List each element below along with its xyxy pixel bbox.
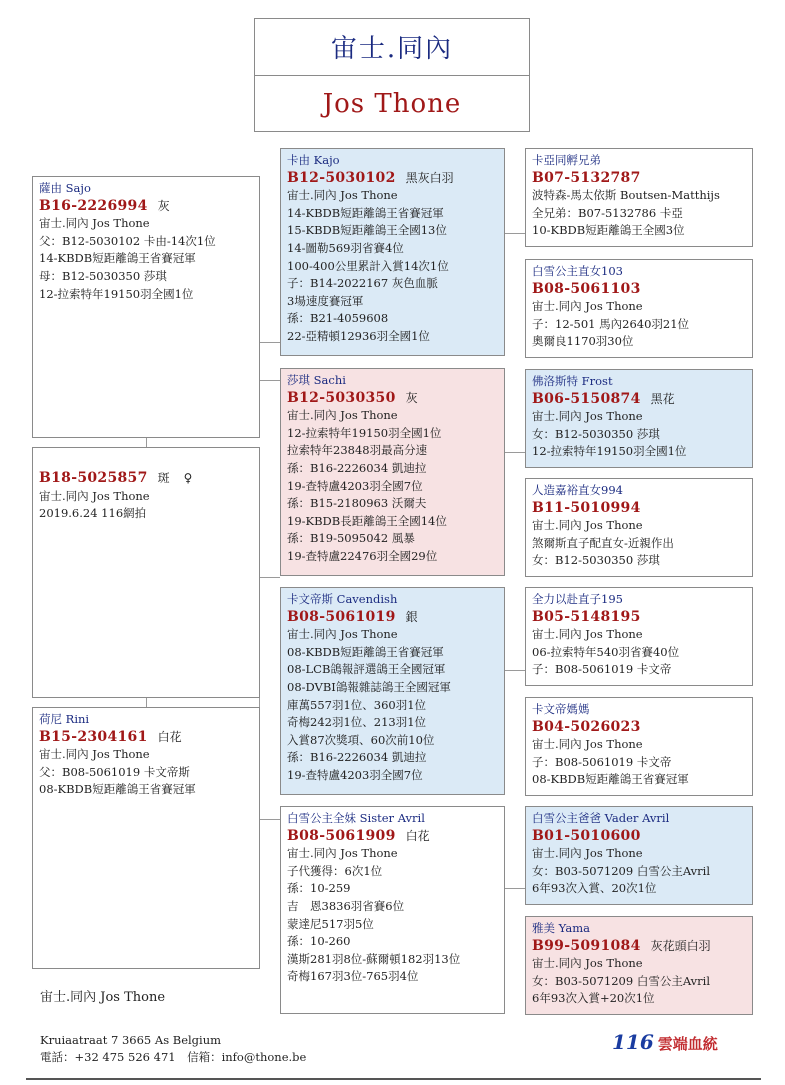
info-line: 宙士.同內 Jos Thone: [39, 747, 150, 762]
info-line: 孫：10-260: [287, 934, 351, 949]
info-line: 全兄弟：B07-5132786 卡亞: [532, 205, 683, 220]
sire-dam-card: [280, 368, 505, 576]
dam-sire-card: [280, 587, 505, 795]
info-line: 庫萬557羽1位、360羽1位: [287, 697, 427, 712]
info-line: 孫：B15-2180963 沃爾夫: [287, 496, 427, 511]
info-line: 宙士.同內 Jos Thone: [532, 299, 643, 314]
info-line: 宙士.同內 Jos Thone: [287, 408, 398, 423]
feather-color: 灰花頭白羽: [650, 938, 711, 953]
pigeon-name: 雅美 Yama: [532, 921, 590, 935]
info-line: 08-KBDB短距離鴿王省賽冠軍: [287, 644, 444, 659]
ring-number: B16-2226994: [39, 197, 148, 214]
info-line: 19-KBDB長距離鴿王全國14位: [287, 513, 447, 528]
pigeon-name: 全力以赴直子195: [532, 592, 623, 606]
ring-number: B04-5026023: [532, 718, 641, 735]
info-line: 女：B03-5071209 白雪公主Avril: [532, 863, 711, 878]
info-line: 子：B08-5061019 卡文帝: [532, 754, 672, 769]
info-line: 宙士.同內 Jos Thone: [532, 518, 643, 533]
info-line: 女：B12-5030350 莎琪: [532, 553, 660, 568]
info-line: 宙士.同內 Jos Thone: [287, 846, 398, 861]
connector-line: [505, 233, 525, 234]
info-line: 宙士.同內 Jos Thone: [39, 216, 150, 231]
feather-color: 斑: [157, 471, 170, 485]
info-line: 拉索特年23848羽最高分速: [287, 443, 428, 458]
logo-text: 雲端血統: [657, 1035, 718, 1053]
ring-number: B08-5061103: [532, 280, 641, 297]
sire-dam-sire-card: [525, 369, 753, 468]
feather-color: 灰: [157, 198, 170, 213]
info-line: 宙士.同內 Jos Thone: [532, 846, 643, 861]
feather-color: 白花: [157, 729, 182, 744]
pigeon-name: 卡文帝媽媽: [532, 702, 590, 716]
connector-line: [146, 437, 147, 447]
info-line: 08-LCB鴿報評選鴿王全國冠軍: [287, 662, 446, 677]
info-line: 宙士.同內 Jos Thone: [532, 409, 643, 424]
ring-number: B15-2304161: [39, 728, 148, 745]
info-line: 父：B12-5030102 卡由-14次1位: [39, 233, 216, 248]
info-line: 孫：B16-2226034 凱迪拉: [287, 750, 427, 765]
info-line: 08-KBDB短距離鴿王省賽冠軍: [532, 772, 689, 787]
sire-sire-card: [280, 148, 505, 356]
pigeon-name: 卡由 Kajo: [287, 153, 340, 167]
info-line: 12-拉索特年19150羽全國1位: [532, 444, 687, 459]
address-line: Kruiaatraat 7 3665 As Belgium: [40, 1033, 222, 1047]
owner-name: 宙士.同內 Jos Thone: [40, 990, 166, 1005]
ring-number: B08-5061019: [287, 608, 396, 625]
dam-sire-sire-card: [525, 587, 753, 686]
info-line: 宙士.同內 Jos Thone: [287, 627, 398, 642]
info-line: 子：B14-2022167 灰色血脈: [287, 276, 438, 291]
info-line: 煞爾斯直子配直女-近親作出: [532, 535, 674, 550]
connector-line: [259, 577, 280, 578]
info-line: 宙士.同內 Jos Thone: [532, 627, 643, 642]
loft-title-english: Jos Thone: [322, 89, 462, 119]
pigeon-name: 莎琪 Sachi: [287, 373, 346, 387]
info-line: 奇梅242羽1位、213羽1位: [287, 715, 427, 730]
info-line: 吉 恩3836羽省賽6位: [287, 898, 405, 913]
info-line: 入賞87次獎項、60次前10位: [287, 732, 435, 747]
info-line: 孫：B19-5095042 風暴: [287, 531, 415, 546]
pigeon-name: 卡文帝斯 Cavendish: [287, 592, 398, 606]
connector-line: [259, 380, 280, 381]
feather-color: 黑灰白羽: [405, 170, 454, 185]
info-line: 波特森-馬太依斯 Boutsen-Matthijs: [532, 188, 720, 203]
info-line: 子：12-501 馬內2640羽21位: [532, 316, 690, 331]
info-line: 孫：B21-4059608: [287, 311, 389, 326]
feather-color: 白花: [405, 828, 430, 843]
info-line: 宙士.同內 Jos Thone: [532, 737, 643, 752]
info-line: 漢斯281羽8位-蘇爾頓182羽13位: [287, 951, 461, 966]
info-line: 6年93次入賞+20次1位: [532, 991, 655, 1006]
connector-line: [259, 819, 280, 820]
info-line: 奧爾良1170羽30位: [532, 334, 634, 349]
info-line: 子代獲得：6次1位: [287, 863, 383, 878]
ring-number: B12-5030102: [287, 169, 396, 186]
info-line: 父：B08-5061019 卡文帝斯: [39, 764, 190, 779]
info-line: 宙士.同內 Jos Thone: [287, 188, 398, 203]
info-line: 12-拉索特年19150羽全國1位: [39, 286, 194, 301]
sire-sire-sire-card: [525, 148, 753, 247]
pigeon-name: 白雪公主全妹 Sister Avril: [287, 811, 425, 825]
ring-number: B18-5025857: [39, 470, 148, 486]
info-line: 14-KBDB短距離鴿王省賽冠軍: [287, 205, 444, 220]
dam-dam-dam-card: [525, 916, 753, 1015]
connector-line: [146, 697, 147, 707]
info-line: 女：B12-5030350 莎琪: [532, 426, 660, 441]
info-line: 6年93次入賞、20次1位: [532, 881, 657, 896]
info-line: 100-400公里累計入賞14次1位: [287, 258, 449, 273]
ring-number: B07-5132787: [532, 169, 641, 186]
contact-line: 電話：+32 475 526 471 信箱：info@thone.be: [40, 1050, 307, 1064]
info-line: 08-DVBI鴿報雜誌鴿王全國冠軍: [287, 679, 451, 694]
ring-number: B06-5150874: [532, 390, 641, 407]
loft-title-chinese: 宙士.同內: [255, 19, 529, 76]
info-line: 宙士.同內 Jos Thone: [532, 956, 643, 971]
info-line: 子：B08-5061019 卡文帝: [532, 662, 672, 677]
info-line: 10-KBDB短距離鴿王全國3位: [532, 223, 685, 238]
info-line: 女：B03-5071209 白雪公主Avril: [532, 973, 711, 988]
title-box: [254, 18, 530, 132]
dam-dam-sire-card: [525, 806, 753, 905]
dam-card: [32, 707, 260, 969]
info-line: 宙士.同內 Jos Thone: [39, 488, 150, 503]
connector-line: [505, 452, 525, 453]
sire-card: [32, 176, 260, 438]
info-line: 19-查特盧4203羽全國7位: [287, 478, 423, 493]
footer-divider: [26, 1078, 761, 1080]
ring-number: B05-5148195: [532, 608, 641, 625]
site-logo: [612, 1030, 718, 1054]
pigeon-name: 白雪公主爸爸 Vader Avril: [532, 811, 670, 825]
info-line: 奇梅167羽3位-765羽4位: [287, 969, 419, 984]
ring-number: B12-5030350: [287, 389, 396, 406]
contact-block: [40, 1032, 306, 1066]
info-line: 19-查特盧4203羽全國7位: [287, 767, 423, 782]
pigeon-name: 卡亞同孵兄弟: [532, 153, 601, 167]
sire-dam-dam-card: [525, 478, 753, 577]
info-line: 孫：B16-2226034 凱迪拉: [287, 460, 427, 475]
dam-dam-card: [280, 806, 505, 1014]
ring-number: B01-5010600: [532, 827, 641, 844]
feather-color: 灰: [405, 390, 418, 405]
sire-sire-dam-card: [525, 259, 753, 358]
pigeon-name: 荷尼 Rini: [39, 712, 90, 726]
info-line: 06-拉索特年540羽省賽40位: [532, 644, 680, 659]
info-line: 15-KBDB短距離鴿王全國13位: [287, 223, 447, 238]
subject-card: [32, 447, 260, 698]
dam-sire-dam-card: [525, 697, 753, 796]
info-line: 孫：10-259: [287, 881, 351, 896]
ring-number: B08-5061909: [287, 827, 396, 844]
pigeon-name: 白雪公主直女103: [532, 264, 623, 278]
info-line: 08-KBDB短距離鴿王省賽冠軍: [39, 782, 196, 797]
info-line: 母：B12-5030350 莎琪: [39, 268, 167, 283]
info-line: 蒙達尼517羽5位: [287, 916, 374, 931]
ring-number: B11-5010994: [532, 499, 641, 516]
connector-line: [505, 670, 525, 671]
feather-color: 黑花: [650, 391, 675, 406]
info-line: 3場速度賽冠軍: [287, 293, 364, 308]
feather-color: 銀: [405, 609, 418, 624]
connector-line: [505, 888, 525, 889]
info-line: 14-KBDB短距離鴿王省賽冠軍: [39, 251, 196, 266]
logo-number: 116: [612, 1030, 654, 1054]
connector-line: [259, 342, 280, 343]
info-line: 2019.6.24 116網拍: [39, 506, 147, 521]
info-line: 22-亞精頓12936羽全國1位: [287, 328, 430, 343]
info-line: 19-查特盧22476羽全國29位: [287, 548, 438, 563]
pigeon-name: 佛洛斯特 Frost: [532, 374, 613, 388]
pigeon-name: 薩由 Sajo: [39, 181, 91, 195]
info-line: 12-拉索特年19150羽全國1位: [287, 425, 442, 440]
ring-number: B99-5091084: [532, 937, 641, 954]
sex-symbol: ♀: [183, 471, 193, 485]
info-line: 14-圖勒569羽省賽4位: [287, 240, 404, 255]
pigeon-name: 人造嘉裕直女994: [532, 483, 623, 497]
